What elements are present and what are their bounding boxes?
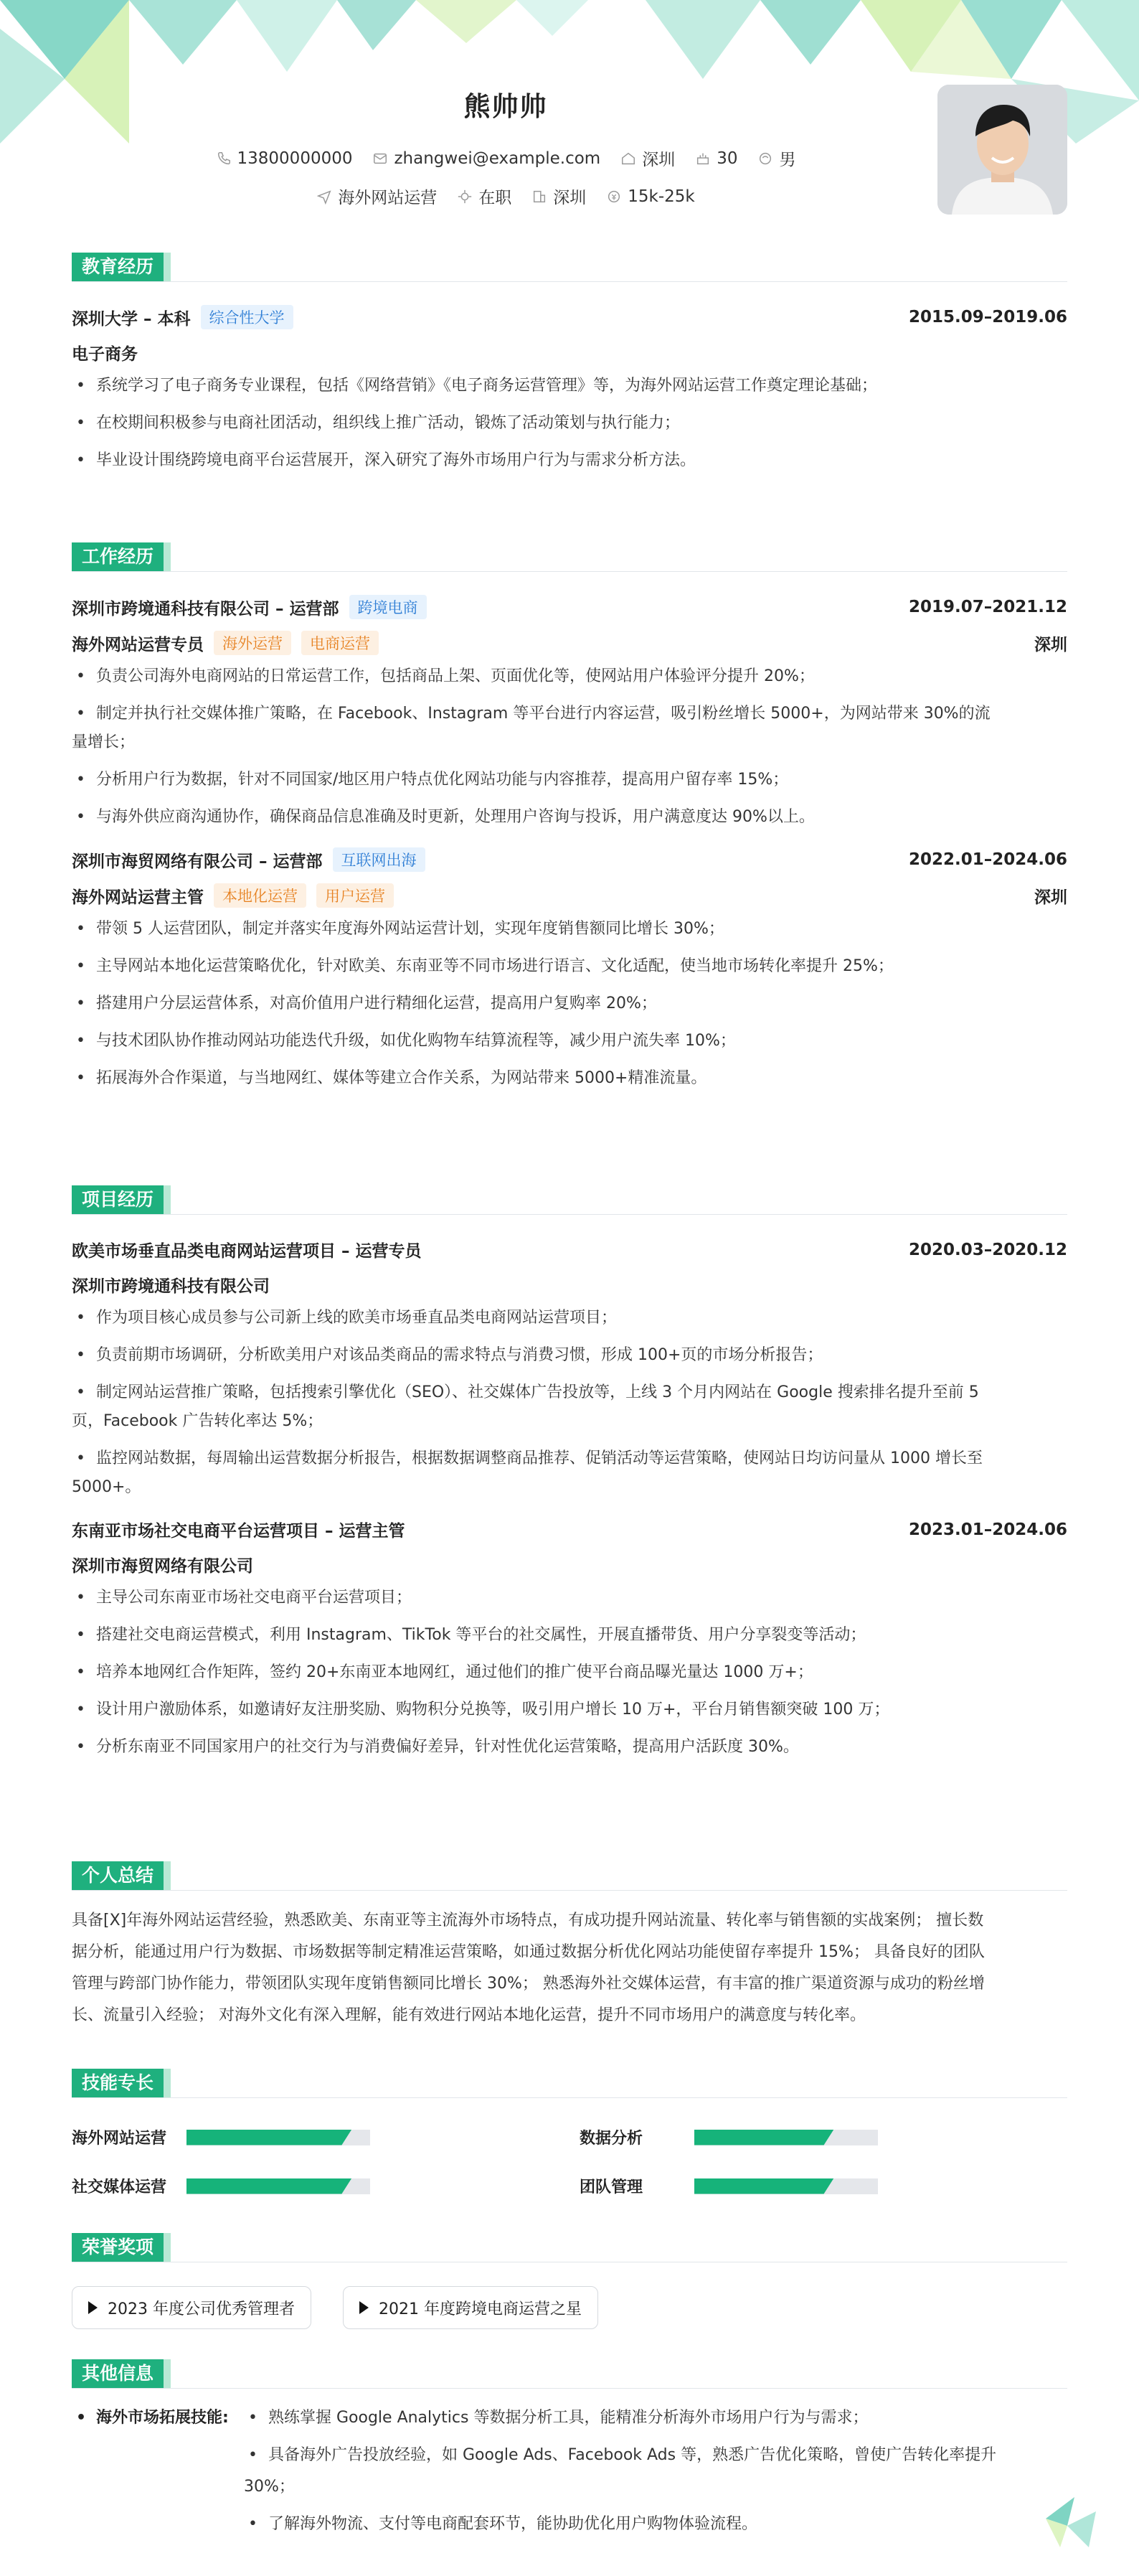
phone-text: 13800000000 <box>237 149 353 168</box>
skill-bar-fill <box>694 2178 834 2194</box>
skill-bar-fill <box>186 2178 351 2194</box>
list-item: • 与海外供应商沟通协作，确保商品信息准确及时更新，处理用户咨询与投诉，用户满意度达 90%以上。 <box>72 803 1067 832</box>
list-item: • 监控网站数据，每周输出运营数据分析报告，根据数据调整商品推荐、促销活动等运营策略，使网站日均访问量从 1000 增长至 <box>72 1444 1067 1473</box>
phone-item <box>216 146 353 170</box>
cake-icon <box>695 151 711 166</box>
target-job-item <box>316 184 437 208</box>
work-title: 工作经历 <box>72 542 164 571</box>
honors-section <box>72 2233 1067 2341</box>
project-section <box>72 1185 1067 1762</box>
summary-text <box>72 1905 1067 2031</box>
triangle-icon <box>359 2301 369 2314</box>
building-icon <box>531 189 547 205</box>
list-item: • 熟练掌握 Google Analytics 等数据分析工具，能精准分析海外市场用户行为与需求； <box>244 2402 1067 2434</box>
list-item: • 搭建用户分层运营体系，对高价值用户进行精细化运营，提高用户复购率 20%； <box>72 989 1067 1018</box>
list-item: • 主导网站本地化运营策略优化，针对欧美、东南亚等不同市场进行语言、文化适配，使当地市场转化率提升 25%； <box>72 952 1067 981</box>
list-item: • 设计用户激励体系，如邀请好友注册奖励、购物积分兑换等，吸引用户增长 10 万+，平台月销售额突破 100 万； <box>72 1696 1067 1724</box>
school-name: 深圳大学 – 本科 <box>72 309 191 329</box>
project-date: 2020.03–2020.12 <box>908 1240 1067 1259</box>
school-tag: 综合性大学 <box>201 305 293 329</box>
honors-title: 荣誉奖项 <box>72 2233 164 2262</box>
work-date: 2022.01–2024.06 <box>908 850 1067 869</box>
target-city-text: 深圳 <box>553 189 587 207</box>
skills-section <box>72 2069 1067 2196</box>
home-icon <box>620 151 636 166</box>
gender-text: 男 <box>779 151 796 169</box>
list-item: • 分析用户行为数据，针对不同国家/地区用户特点优化网站功能与内容推荐，提高用户留存率 15%； <box>72 766 1067 794</box>
job-intent-row <box>72 184 940 208</box>
list-item: • 主导公司东南亚市场社交电商平台运营项目； <box>72 1584 1067 1612</box>
project-name: 欧美市场垂直品类电商网站运营项目 – 运营专员 <box>72 1242 422 1261</box>
skill-bar-fill <box>694 2130 834 2145</box>
honor-badge <box>72 2286 311 2329</box>
candidate-name: 熊帅帅 <box>463 91 548 122</box>
phone-icon <box>216 151 232 166</box>
age-text: 30 <box>717 149 738 168</box>
work-section <box>72 542 1067 1093</box>
work-location: 深圳 <box>1034 635 1067 654</box>
skill-item <box>72 2175 370 2197</box>
avatar-image <box>937 85 1067 215</box>
paper-plane-icon <box>316 189 332 205</box>
summary-section <box>72 1861 1067 2031</box>
company-name: 深圳市海贸网络有限公司 – 运营部 <box>72 852 323 871</box>
project-date: 2023.01–2024.06 <box>908 1520 1067 1539</box>
education-title: 教育经历 <box>72 253 164 281</box>
list-item: • 搭建社交电商运营模式，利用 Instagram、TikTok 等平台的社交属性，开展直播带货、用户分享裂变等活动； <box>72 1621 1067 1650</box>
list-item: • 拓展海外合作渠道，与当地网红、媒体等建立合作关系，为网站带来 5000+精准流量。 <box>72 1064 1067 1093</box>
skills-title: 技能专长 <box>72 2069 164 2097</box>
project-company: 深圳市跨境通科技有限公司 <box>72 1277 270 1296</box>
triangle-icon <box>88 2301 98 2314</box>
target-job-text: 海外网站运营 <box>338 189 438 207</box>
other-label: • 海外市场拓展技能: <box>72 2402 229 2434</box>
education-date: 2015.09–2019.06 <box>908 308 1067 326</box>
honor-badge <box>343 2286 598 2329</box>
list-item: • 负责公司海外电商网站的日常运营工作，包括商品上架、页面优化等，使网站用户体验评分提升 20%； <box>72 662 1067 691</box>
list-item-continuation: 量增长； <box>72 733 136 751</box>
city-text: 深圳 <box>642 151 676 169</box>
project-company: 深圳市海贸网络有限公司 <box>72 1557 253 1576</box>
age-item <box>695 146 737 170</box>
work-date: 2019.07–2021.12 <box>908 598 1067 616</box>
list-item: • 毕业设计围绕跨境电商平台运营展开，深入研究了海外市场用户行为与需求分析方法。 <box>72 446 1067 475</box>
project-name: 东南亚市场社交电商平台运营项目 – 运营主管 <box>72 1522 405 1541</box>
salary-text: 15k-25k <box>628 187 695 206</box>
skill-bar-fill <box>186 2130 351 2145</box>
list-item: • 系统学习了电子商务专业课程，包括《网络营销》《电子商务运营管理》等，为海外网站运营工作奠定理论基础； <box>72 372 1067 400</box>
status-icon <box>457 189 473 205</box>
contact-info-row <box>72 146 940 170</box>
role-title: 海外网站运营主管 <box>72 888 204 907</box>
project-bullets <box>72 1584 1067 1762</box>
list-item-continuation: 页，Facebook 广告转化率达 5%； <box>72 1412 323 1430</box>
role-title: 海外网站运营专员 <box>72 635 204 654</box>
summary-line: 具备[X]年海外网站运营经验，熟悉欧美、东南亚等主流海外市场特点，有成功提升网站流量、转化率与销售额的实战案例； 擅长数 <box>72 1912 984 1929</box>
role-tag: 海外运营 <box>214 631 291 655</box>
summary-title: 个人总结 <box>72 1861 164 1890</box>
skill-item <box>580 2126 878 2148</box>
work-location: 深圳 <box>1034 888 1067 907</box>
list-item: • 作为项目核心成员参与公司新上线的欧美市场垂直品类电商网站运营项目； <box>72 1304 1067 1332</box>
list-item: • 与技术团队协作推动网站功能迭代升级，如优化购物车结算流程等，减少用户流失率 10%； <box>72 1027 1067 1056</box>
list-item: • 负责前期市场调研，分析欧美用户对该品类商品的需求特点与消费习惯，形成 100+页的市场分析报告； <box>72 1341 1067 1370</box>
summary-line: 据分析，能通过用户行为数据、市场数据等制定精准运营策略，如通过数据分析优化网站功能使留存率提升 15%； 具备良好的团队 <box>72 1943 985 1961</box>
skill-bar <box>694 2178 878 2194</box>
profile-photo <box>937 85 1067 215</box>
list-item: • 具备海外广告投放经验，如 Google Ads、Facebook Ads 等，熟悉广告优化策略，曾使广告转化率提升 <box>244 2440 1067 2471</box>
mail-icon <box>372 151 388 166</box>
target-city-item <box>531 184 586 208</box>
salary-item <box>606 184 694 208</box>
list-item: • 培养本地网红合作矩阵，签约 20+东南亚本地网红，通过他们的推广使平台商品曝光量达 1000 万+； <box>72 1658 1067 1687</box>
other-title: 其他信息 <box>72 2359 164 2388</box>
education-section <box>72 253 1067 475</box>
list-item: • 分析东南亚不同国家用户的社交行为与消费偏好差异，针对性优化运营策略，提高用户活跃度 30%。 <box>72 1733 1067 1762</box>
project-title: 项目经历 <box>72 1185 164 1214</box>
major: 电子商务 <box>72 345 138 364</box>
list-item: • 制定网站运营推广策略，包括搜索引擎优化（SEO）、社交媒体广告投放等，上线 3 个月内网站在 Google 搜索排名提升至前 5 <box>72 1378 1067 1407</box>
project-bullets <box>72 1304 1067 1502</box>
list-item: • 了解海外物流、支付等电商配套环节，能协助优化用户购物体验流程。 <box>244 2509 1067 2540</box>
skill-item <box>72 2126 370 2148</box>
status-item <box>457 184 511 208</box>
education-bullets <box>72 372 1067 475</box>
skill-name: 数据分析 <box>580 2130 643 2148</box>
list-item: • 制定并执行社交媒体推广策略，在 Facebook、Instagram 等平台进行内容运营，吸引粉丝增长 5000+，为网站带来 30%的流 <box>72 700 1067 728</box>
email-item <box>372 146 600 170</box>
list-item: • 在校期间积极参与电商社团活动，组织线上推广活动，锻炼了活动策划与执行能力； <box>72 409 1067 438</box>
other-section <box>72 2359 1067 2560</box>
role-tag: 本地化运营 <box>214 883 306 908</box>
role-tag: 用户运营 <box>316 883 394 908</box>
city-item <box>620 146 675 170</box>
email-text: zhangwei@example.com <box>394 149 601 168</box>
gender-item <box>757 146 795 170</box>
skill-bar <box>186 2130 370 2145</box>
skill-name: 团队管理 <box>580 2178 643 2196</box>
skill-name: 社交媒体运营 <box>72 2178 167 2196</box>
company-tag: 跨境电商 <box>349 595 427 619</box>
list-item: • 带领 5 人运营团队，制定并落实年度海外网站运营计划，实现年度销售额同比增长 30%； <box>72 915 1067 944</box>
skill-item <box>580 2175 878 2197</box>
list-item-continuation: 5000+。 <box>72 1478 141 1496</box>
role-tag: 电商运营 <box>301 631 379 655</box>
work-bullets <box>72 915 1067 1093</box>
other-bullets <box>244 2402 1067 2540</box>
skill-bar <box>186 2178 370 2194</box>
company-tag: 互联网出海 <box>333 847 425 872</box>
gender-icon <box>757 151 773 166</box>
summary-line: 管理与跨部门协作能力，带领团队实现年度销售额同比增长 30%； 熟悉海外社交媒体运营，有丰富的推广渠道资源与成功的粉丝增 <box>72 1975 985 1993</box>
status-text: 在职 <box>478 189 512 207</box>
skill-name: 海外网站运营 <box>72 2130 167 2148</box>
list-item-continuation: 30%； <box>244 2478 295 2496</box>
money-icon <box>606 189 622 205</box>
summary-line: 长、流量引入经验； 对海外文化有深入理解，能有效进行网站本地化运营，提升不同市场用户的满意度与转化率。 <box>72 2006 866 2024</box>
company-name: 深圳市跨境通科技有限公司 – 运营部 <box>72 599 339 619</box>
honor-text: 2023 年度公司优秀管理者 <box>108 2300 295 2318</box>
honor-text: 2021 年度跨境电商运营之星 <box>379 2300 582 2318</box>
skill-bar <box>694 2130 878 2145</box>
work-bullets <box>72 662 1067 832</box>
